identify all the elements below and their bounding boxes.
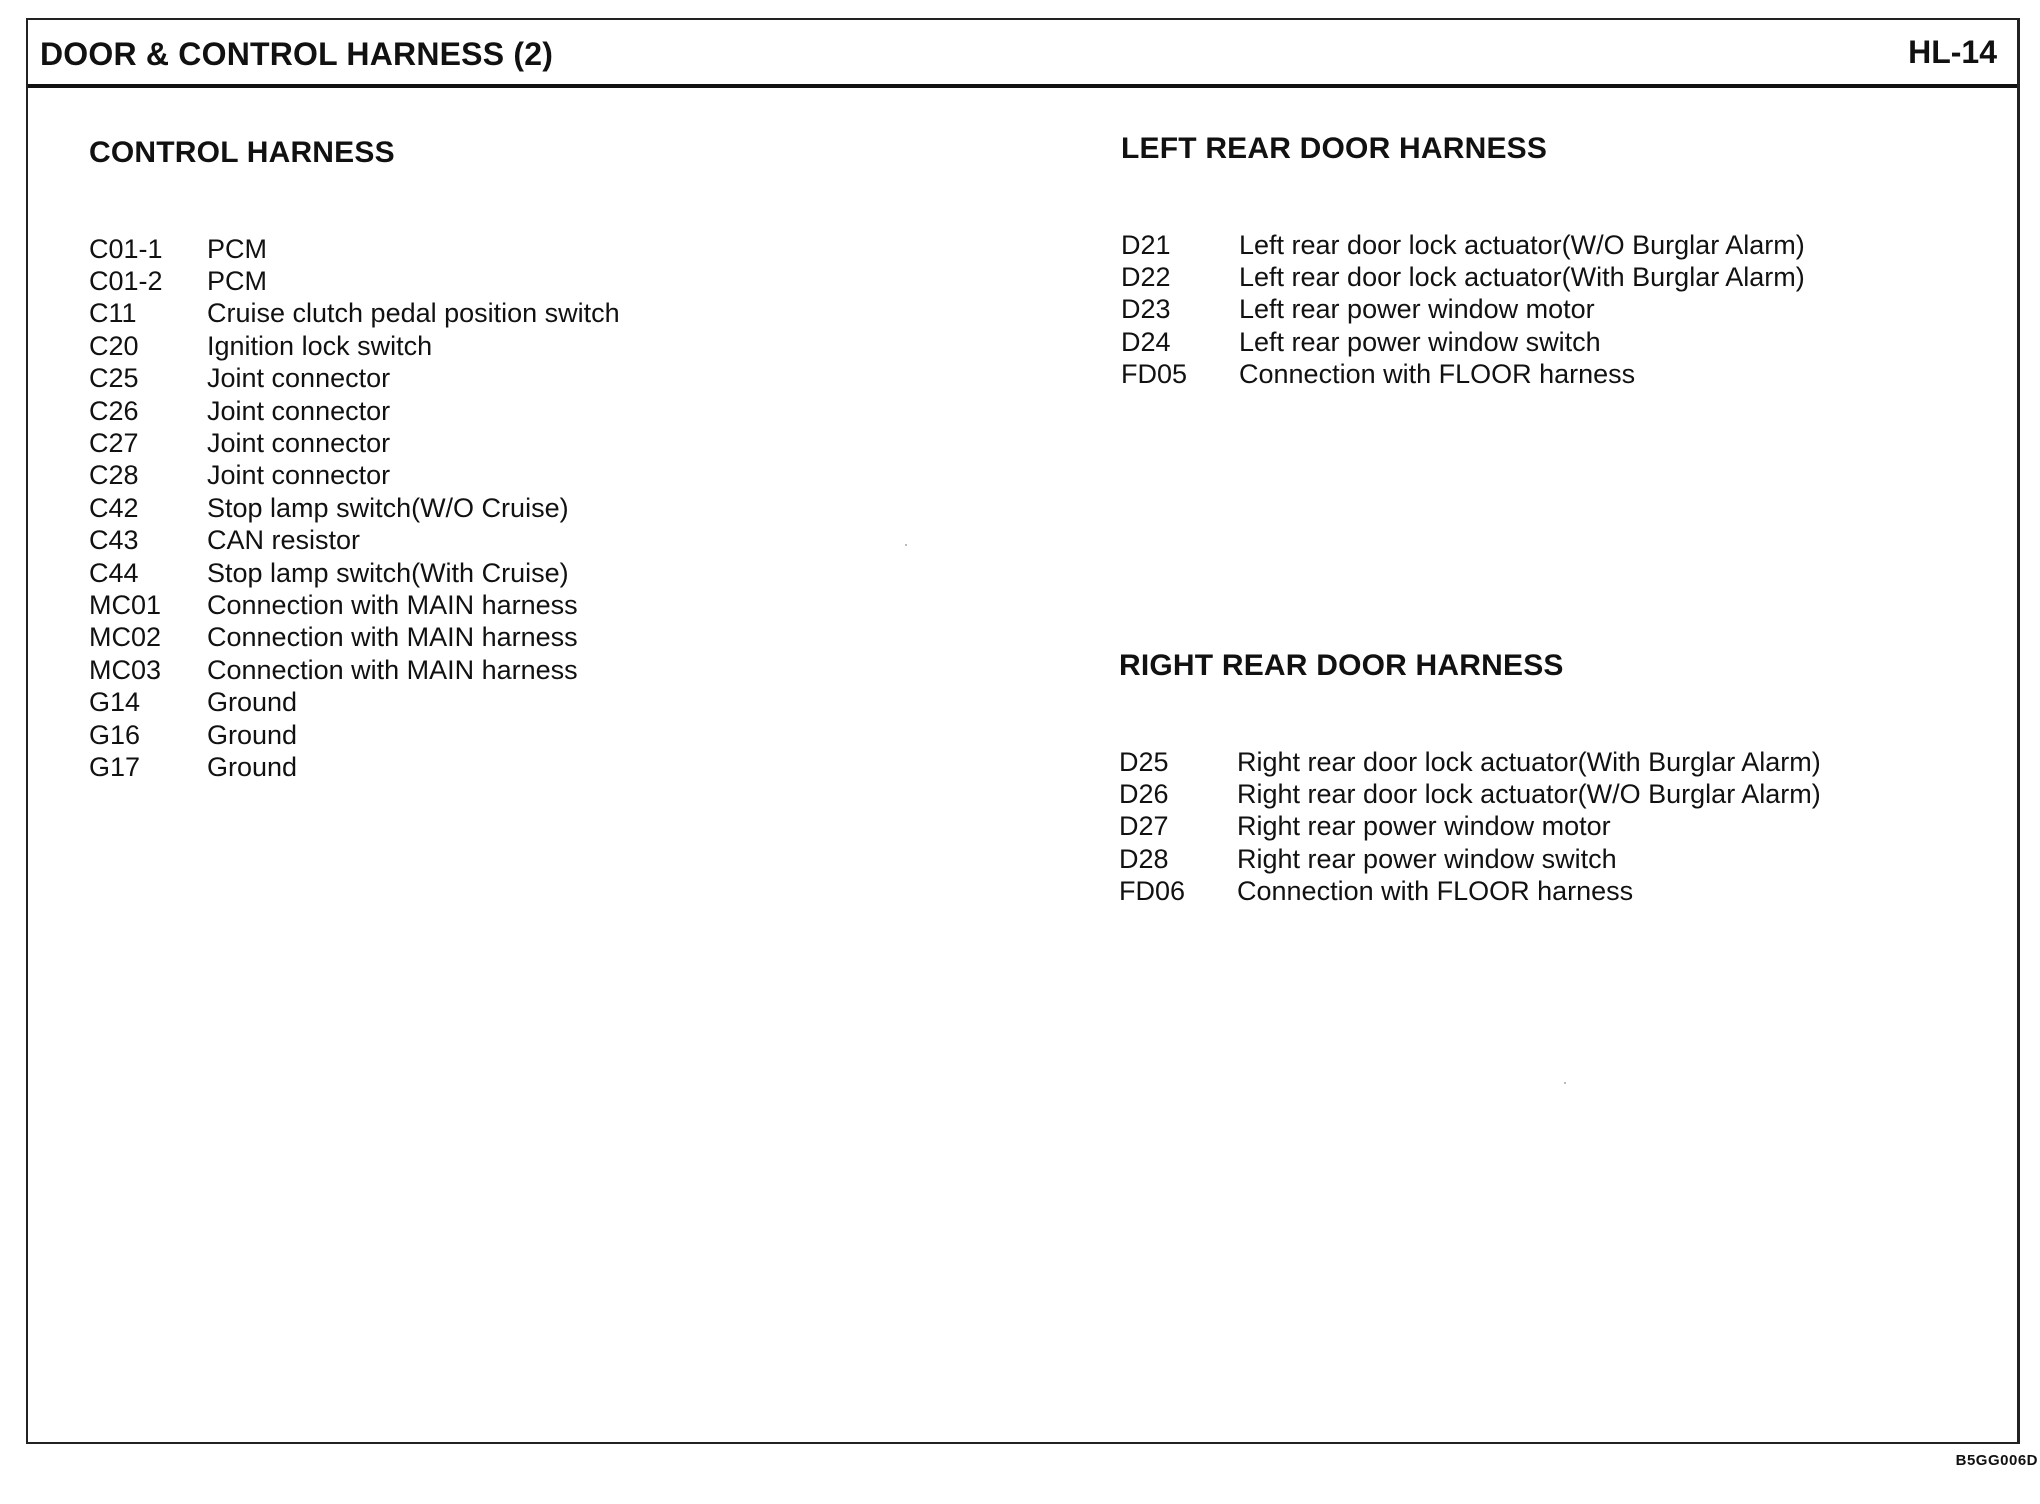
connector-code: MC03	[89, 654, 162, 685]
list-item	[1121, 261, 1805, 293]
connector-description: Joint connector	[207, 428, 391, 459]
list-item	[89, 622, 620, 654]
list-item	[1121, 326, 1805, 358]
list-item	[89, 427, 620, 459]
list-item	[89, 460, 620, 492]
connector-description: Connection with FLOOR harness	[1239, 359, 1636, 390]
scan-speck	[1564, 1082, 1566, 1084]
connector-code: D28	[1119, 843, 1169, 874]
connector-code: C25	[89, 363, 139, 394]
connector-code: G17	[89, 751, 141, 782]
connector-code: D26	[1119, 779, 1169, 810]
scan-speck	[905, 544, 907, 546]
list-item	[89, 654, 620, 686]
list-item	[1119, 778, 1821, 810]
list-item	[89, 557, 620, 589]
list-item	[89, 686, 620, 718]
connector-code: C42	[89, 492, 139, 523]
page-number: HL-14	[1908, 34, 1997, 70]
connector-code: C44	[89, 557, 139, 588]
connector-code: C27	[89, 428, 139, 459]
list-item	[1121, 294, 1805, 326]
list-item	[89, 363, 620, 395]
list-item	[1121, 359, 1805, 391]
connector-code: C26	[89, 395, 139, 426]
connector-description: Ground	[207, 719, 298, 750]
left-rear-door-harness-heading: LEFT REAR DOOR HARNESS	[1121, 132, 1548, 165]
connector-code: C28	[89, 460, 139, 491]
connector-code: D27	[1119, 811, 1169, 842]
connector-code: D21	[1121, 229, 1171, 260]
connector-code: MC01	[89, 589, 162, 620]
connector-description: Stop lamp switch(W/O Cruise)	[207, 492, 569, 523]
connector-code: FD06	[1119, 876, 1186, 907]
connector-code: FD05	[1121, 359, 1188, 390]
connector-description: Cruise clutch pedal position switch	[207, 298, 620, 329]
list-item	[89, 330, 620, 362]
connector-description: Connection with MAIN harness	[207, 654, 578, 685]
right-rear-door-harness-list	[1119, 746, 1821, 908]
connector-description: Right rear power window motor	[1237, 811, 1611, 842]
right-rear-door-harness-heading: RIGHT REAR DOOR HARNESS	[1119, 649, 1564, 682]
connector-code: D25	[1119, 746, 1169, 777]
header-bar	[28, 20, 2017, 88]
connector-description: PCM	[207, 266, 267, 297]
list-item	[1119, 746, 1821, 778]
list-item	[89, 233, 620, 265]
connector-code: C11	[89, 298, 137, 329]
connector-description: Joint connector	[207, 395, 391, 426]
connector-code: C20	[89, 330, 139, 361]
connector-code: G16	[89, 719, 141, 750]
connector-code: D22	[1121, 262, 1171, 293]
list-item	[1121, 229, 1805, 261]
connector-description: PCM	[207, 233, 267, 264]
connector-description: Left rear door lock actuator(With Burglar Alarm)	[1239, 262, 1805, 293]
connector-description: Ground	[207, 751, 298, 782]
left-rear-door-harness-section	[1121, 132, 1805, 390]
left-rear-door-harness-list	[1121, 229, 1805, 391]
connector-description: Right rear door lock actuator(With Burglar Alarm)	[1237, 746, 1821, 777]
connector-description: Right rear door lock actuator(W/O Burglar Alarm)	[1237, 779, 1821, 810]
connector-code: D23	[1121, 294, 1171, 325]
connector-code: G14	[89, 687, 141, 718]
connector-code: MC02	[89, 622, 162, 653]
list-item	[89, 719, 620, 751]
connector-description: Right rear power window switch	[1237, 843, 1617, 874]
connector-code: D24	[1121, 326, 1171, 357]
connector-description: Ground	[207, 687, 298, 718]
connector-description: Connection with FLOOR harness	[1237, 876, 1634, 907]
control-harness-heading: CONTROL HARNESS	[89, 136, 395, 169]
list-item	[89, 525, 620, 557]
right-rear-door-harness-section	[1119, 649, 1821, 907]
list-item	[89, 492, 620, 524]
list-item	[1119, 843, 1821, 875]
connector-code: C01-2	[89, 266, 163, 297]
connector-description: Stop lamp switch(With Cruise)	[207, 557, 569, 588]
list-item	[89, 298, 620, 330]
list-item	[89, 751, 620, 783]
list-item	[1119, 876, 1821, 908]
connector-description: Left rear power window motor	[1239, 294, 1595, 325]
connector-description: Connection with MAIN harness	[207, 589, 578, 620]
connector-description: Left rear door lock actuator(W/O Burglar Alarm)	[1239, 229, 1805, 260]
connector-code: C01-1	[89, 233, 163, 264]
connector-description: Ignition lock switch	[207, 330, 433, 361]
connector-description: CAN resistor	[207, 525, 361, 556]
page-title: DOOR & CONTROL HARNESS (2)	[40, 36, 554, 72]
connector-description: Joint connector	[207, 363, 391, 394]
connector-description: Connection with MAIN harness	[207, 622, 578, 653]
connector-description: Joint connector	[207, 460, 391, 491]
list-item	[89, 589, 620, 621]
connector-description: Left rear power window switch	[1239, 326, 1601, 357]
list-item	[89, 265, 620, 297]
list-item	[1119, 811, 1821, 843]
connector-code: C43	[89, 525, 139, 556]
control-harness-list	[89, 233, 620, 784]
list-item	[89, 395, 620, 427]
control-harness-section	[89, 136, 620, 782]
figure-code: B5GG006D	[1955, 1452, 2038, 1469]
